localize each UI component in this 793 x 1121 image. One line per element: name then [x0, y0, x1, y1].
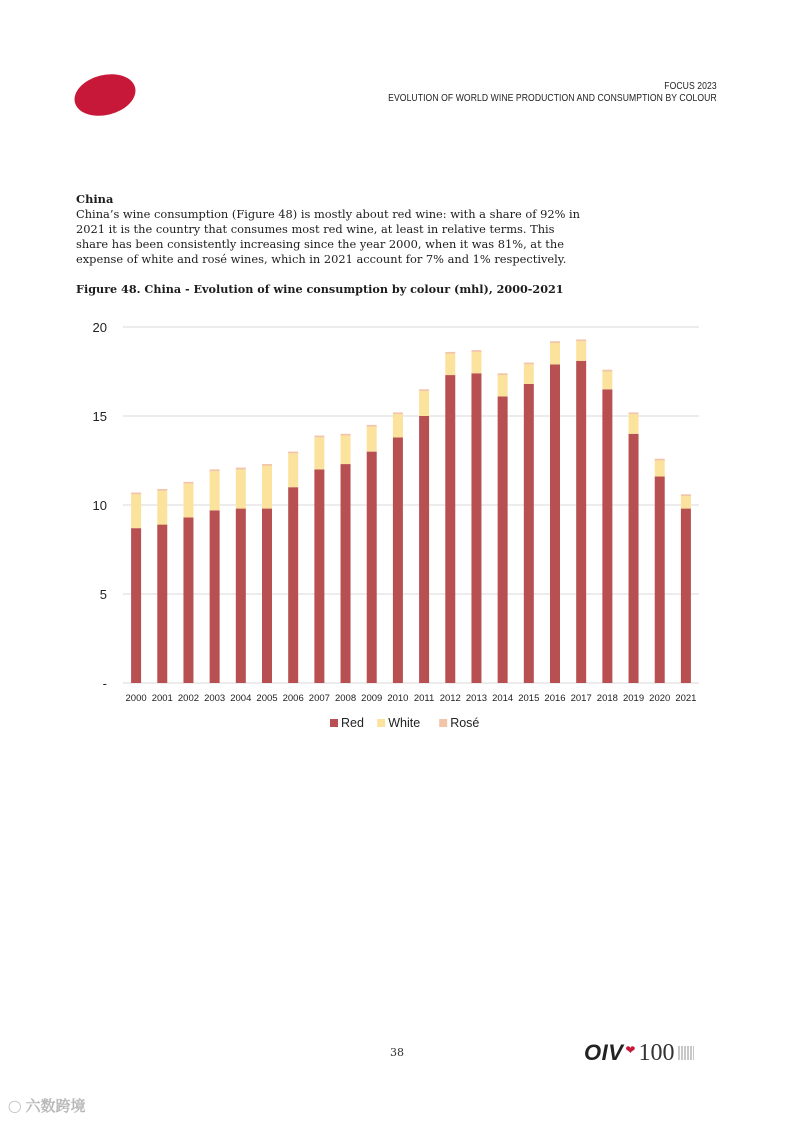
bar-segment-red	[157, 525, 167, 683]
bar-segment-red	[445, 375, 455, 683]
header-focus-label: FOCUS 2023	[664, 80, 717, 92]
x-tick-label: 2004	[230, 693, 252, 704]
bar-segment-white	[262, 466, 272, 509]
bar-segment-white	[629, 414, 639, 434]
bar-segment-red	[655, 477, 665, 683]
bar-segment-white	[393, 414, 403, 437]
legend-swatch	[330, 719, 338, 727]
bar-segment-rose	[471, 350, 481, 352]
bar-segment-red	[681, 509, 691, 683]
anniversary-mark	[678, 1046, 694, 1060]
watermark	[8, 1095, 85, 1116]
bar-segment-rose	[629, 412, 639, 414]
legend-label: White	[388, 716, 421, 730]
bar-segment-red	[602, 389, 612, 683]
bar-segment-rose	[341, 434, 351, 436]
x-tick-label: 2021	[675, 693, 697, 704]
bar-segment-white	[367, 427, 377, 452]
bar-segment-rose	[157, 489, 167, 491]
bar-segment-red	[341, 464, 351, 683]
bar-segment-red	[419, 416, 429, 683]
bar-segment-red	[288, 487, 298, 683]
bar-segment-red	[629, 434, 639, 683]
y-tick-label: 5	[99, 587, 107, 602]
bar-segment-red	[210, 510, 220, 683]
oiv-logo-text: OIV	[584, 1040, 624, 1065]
section-paragraph: China’s wine consumption (Figure 48) is mostly about red wine: with a share of 92% in 2021 it is the country that consumes most red wine, at least in relative terms. This share has been consistently increasing since the year 2000, when it was 81%, at the expense of white and rosé wines, which in 2021 account for 7% and 1% respectively.	[76, 207, 580, 266]
bar-segment-red	[393, 437, 403, 683]
china-section	[76, 192, 588, 267]
bar-segment-white	[576, 341, 586, 361]
bar-segment-rose	[262, 464, 272, 466]
x-tick-label: 2011	[413, 693, 435, 704]
y-tick-label: 20	[92, 320, 107, 335]
x-tick-label: 2017	[570, 693, 592, 704]
brand-logo-ellipse	[70, 68, 140, 122]
bar-segment-rose	[498, 373, 508, 375]
bar-segment-red	[524, 384, 534, 683]
bar-segment-white	[498, 375, 508, 396]
y-tick-label: 15	[92, 409, 107, 424]
x-tick-label: 2013	[465, 693, 488, 704]
bar-segment-red	[131, 528, 141, 683]
bar-segment-rose	[681, 494, 691, 496]
x-tick-label: 2009	[361, 693, 383, 704]
bar-segment-red	[471, 373, 481, 683]
bar-segment-white	[655, 461, 665, 477]
x-tick-label: 2008	[334, 693, 357, 704]
bar-segment-white	[131, 494, 141, 528]
x-tick-label: 2006	[282, 693, 304, 704]
bar-segment-red	[236, 509, 246, 683]
bar-segment-rose	[288, 452, 298, 454]
header-report-title: EVOLUTION OF WORLD WINE PRODUCTION AND CONSUMPTION BY COLOUR	[388, 92, 717, 104]
bar-segment-red	[314, 469, 324, 683]
bar-segment-white	[524, 364, 534, 384]
bar-segment-white	[419, 391, 429, 416]
watermark-icon: ◯	[8, 1098, 22, 1113]
stacked-bar-chart	[76, 305, 716, 750]
bar-segment-white	[602, 372, 612, 390]
bar-segment-rose	[445, 352, 455, 354]
bar-segment-white	[157, 491, 167, 525]
bar-segment-white	[550, 343, 560, 364]
bar-segment-rose	[576, 339, 586, 341]
watermark-text: 六数跨境	[25, 1097, 86, 1115]
oiv-100-label: 100	[638, 1039, 675, 1066]
bar-segment-white	[210, 471, 220, 510]
bar-segment-white	[471, 352, 481, 373]
x-tick-label: 2002	[177, 693, 200, 704]
x-tick-label: 2016	[544, 693, 566, 704]
bar-segment-rose	[550, 341, 560, 343]
bar-segment-red	[498, 396, 508, 683]
x-tick-label: 2007	[308, 693, 330, 704]
bar-segment-rose	[210, 469, 220, 471]
page-header	[388, 80, 717, 104]
bar-segment-white	[341, 436, 351, 464]
bar-segment-rose	[236, 468, 246, 470]
x-tick-label: 2000	[125, 693, 147, 704]
x-tick-label: 2015	[518, 693, 540, 704]
x-tick-label: 2018	[596, 693, 618, 704]
x-tick-label: 2003	[204, 693, 226, 704]
page-number: 38	[390, 1046, 404, 1059]
section-heading: China	[76, 192, 114, 206]
bar-segment-white	[288, 453, 298, 487]
legend-swatch	[439, 719, 447, 727]
legend-label: Red	[341, 716, 364, 730]
legend-swatch	[377, 719, 385, 727]
bar-segment-rose	[393, 412, 403, 414]
grape-icon: ❤	[625, 1043, 636, 1057]
x-tick-label: 2014	[492, 693, 514, 704]
figure-caption: Figure 48. China - Evolution of wine consumption by colour (mhl), 2000-2021	[76, 282, 564, 296]
x-tick-label: 2005	[256, 693, 278, 704]
bar-segment-white	[445, 354, 455, 375]
bar-segment-rose	[655, 459, 665, 461]
bar-segment-red	[367, 452, 377, 683]
bar-segment-rose	[602, 370, 612, 372]
bar-segment-rose	[183, 482, 193, 484]
x-tick-label: 2001	[151, 693, 173, 704]
bar-segment-rose	[367, 425, 377, 427]
x-tick-label: 2012	[439, 693, 461, 704]
bar-segment-white	[236, 469, 246, 508]
bar-segment-rose	[524, 363, 534, 365]
oiv-logo	[584, 1040, 694, 1066]
y-tick-label: -	[102, 676, 107, 691]
bar-segment-red	[183, 517, 193, 683]
bar-segment-rose	[314, 436, 324, 438]
bar-segment-red	[262, 509, 272, 683]
bar-segment-white	[314, 437, 324, 469]
x-tick-label: 2019	[622, 693, 645, 704]
legend-label: Rosé	[450, 716, 480, 730]
bar-segment-red	[576, 361, 586, 683]
bar-segment-red	[550, 364, 560, 683]
bar-segment-rose	[419, 389, 429, 391]
bar-segment-white	[183, 484, 193, 518]
x-tick-label: 2010	[387, 693, 409, 704]
bar-segment-white	[681, 496, 691, 508]
x-tick-label: 2020	[649, 693, 671, 704]
bar-segment-rose	[131, 493, 141, 495]
y-tick-label: 10	[92, 498, 107, 513]
